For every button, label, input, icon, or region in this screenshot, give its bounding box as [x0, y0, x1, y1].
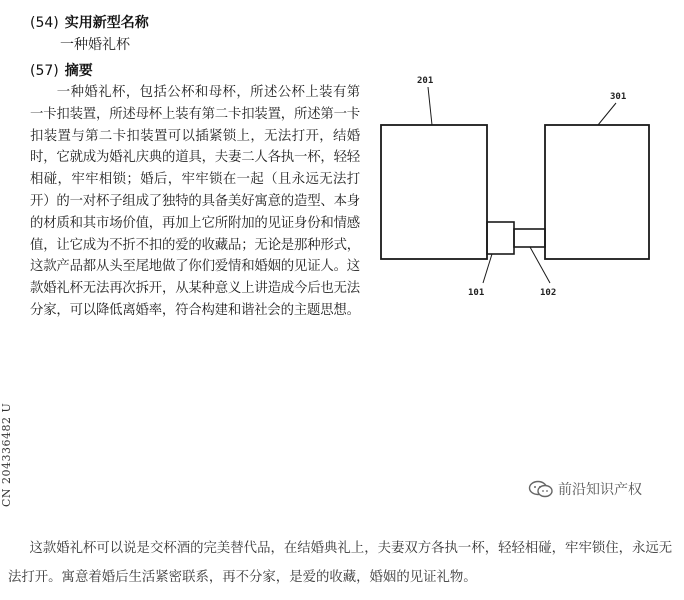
cup-a-box: [381, 125, 487, 259]
clip-b-box: [514, 229, 545, 247]
leader-line-clip-b: [530, 247, 550, 283]
label-cup-a: 201: [417, 76, 434, 86]
label-clip-b: 102: [540, 288, 557, 298]
abstract-heading-label: 摘要: [64, 63, 93, 79]
wechat-logo-icon: [528, 480, 554, 498]
leader-line-cup-b: [598, 103, 616, 125]
title-heading: [30, 12, 149, 32]
patent-number: CN 204336482 U: [0, 402, 13, 508]
title-heading-label: 实用新型名称: [64, 15, 149, 31]
abstract-heading-number: (57): [30, 63, 59, 79]
cup-b-box: [545, 125, 649, 259]
clip-a-box: [487, 222, 514, 254]
watermark: [528, 479, 642, 499]
leader-line-cup-a: [428, 87, 432, 125]
cup-diagram: [370, 65, 670, 315]
abstract-text: 一种婚礼杯，包括公杯和母杯，所述公杯上装有第一卡扣装置，所述母杯上装有第二卡扣装置，所述第一卡扣装置与第二卡扣装置可以插紧锁上，无法打开，结婚时，它就成为婚礼庆典的道具，夫妻二人各执一杯，轻轻相碰，牢牢相锁；婚后，牢牢锁在一起（且永远无法打开）的一对杯子组成了独特的具备美好寓意的造型、本身的材质和其市场价值，再加上它所附加的见证身份和情感值，让它成为不折不扣的爱的收藏品；无论是那种形式，这款产品都从头至尾地做了你们爱情和婚姻的见证人。这款婚礼杯无法再次拆开，从某种意义上讲造成今后也无法分家，可以降低离婚率，符合构建和谐社会的主题思想。: [30, 85, 360, 318]
watermark-text: 前沿知识产权: [558, 482, 642, 498]
abstract-heading: [30, 60, 93, 80]
title-heading-number: (54): [30, 15, 59, 31]
utility-model-title: 一种婚礼杯: [60, 37, 130, 53]
label-clip-a: 101: [468, 288, 485, 298]
patent-figure: [370, 65, 670, 315]
article-caption: 这款婚礼杯可以说是交杯酒的完美替代品，在结婚典礼上，夫妻双方各执一杯，轻轻相碰，牢牢锁住，永远无法打开。寓意着婚后生活紧密联系，再不分家，是爱的收藏，婚姻的见证礼物。: [8, 541, 673, 585]
label-cup-b: 301: [610, 92, 627, 102]
